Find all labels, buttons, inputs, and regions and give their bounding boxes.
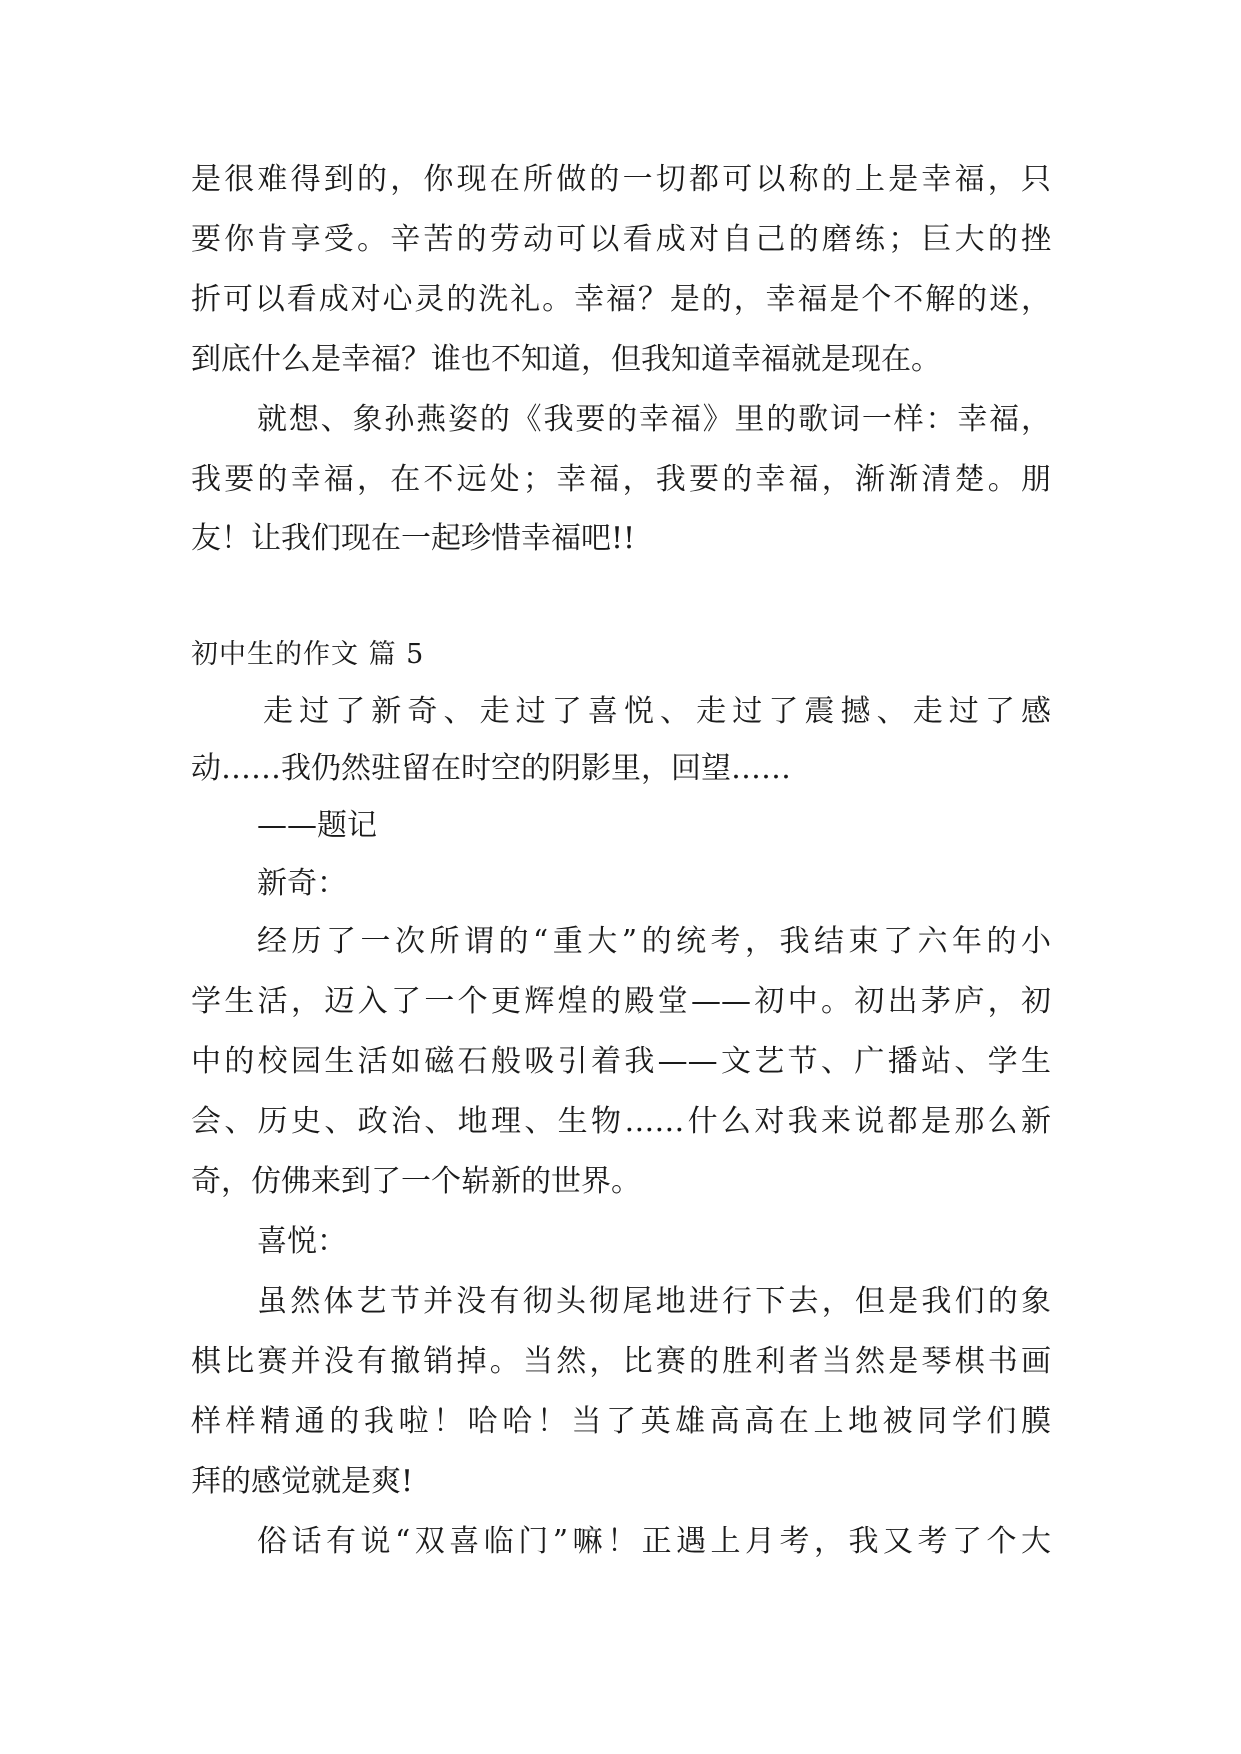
paragraph-line: 折可以看成对心灵的洗礼。幸福？是的，幸福是个不解的迷，: [191, 282, 1051, 317]
paragraph-line: 要你肯享受。辛苦的劳动可以看成对自己的磨练；巨大的挫: [191, 222, 1051, 257]
paragraph-line: 俗话有说“双喜临门”嘛！正遇上月考，我又考了个大: [257, 1524, 1051, 1559]
paragraph-line: 样样精通的我啦！哈哈！当了英雄高高在上地被同学们膜: [191, 1404, 1051, 1439]
paragraph-line: 友！让我们现在一起珍惜幸福吧!!: [191, 521, 636, 556]
paragraph-line: 棋比赛并没有撤销掉。当然，比赛的胜利者当然是琴棋书画: [191, 1344, 1051, 1379]
subheading: 喜悦：: [257, 1224, 347, 1259]
paragraph-line: 是很难得到的，你现在所做的一切都可以称的上是幸福，只: [191, 162, 1051, 197]
paragraph-line: 会、历史、政治、地理、生物……什么对我来说都是那么新: [191, 1104, 1051, 1139]
paragraph-line: 就想、象孙燕姿的《我要的幸福》里的歌词一样：幸福，: [257, 402, 1051, 437]
paragraph-line: 走过了新奇、走过了喜悦、走过了震撼、走过了感: [263, 694, 1051, 729]
paragraph-line: 奇，仿佛来到了一个崭新的世界。: [191, 1164, 641, 1199]
paragraph-line: 虽然体艺节并没有彻头彻尾地进行下去，但是我们的象: [257, 1284, 1051, 1319]
subheading: 新奇：: [257, 866, 347, 901]
paragraph-line: 到底什么是幸福？谁也不知道，但我知道幸福就是现在。: [191, 342, 941, 377]
paragraph-line: 拜的感觉就是爽!: [191, 1464, 414, 1499]
paragraph-line: 学生活，迈入了一个更辉煌的殿堂——初中。初出茅庐，初: [191, 984, 1051, 1019]
paragraph-line: 中的校园生活如磁石般吸引着我——文艺节、广播站、学生: [191, 1044, 1051, 1079]
epigraph-signature: ——题记: [257, 808, 377, 843]
paragraph-line: 动……我仍然驻留在时空的阴影里，回望……: [191, 751, 791, 786]
paragraph-line: 我要的幸福，在不远处；幸福，我要的幸福，渐渐清楚。朋: [191, 462, 1051, 497]
paragraph-line: 经历了一次所谓的“重大”的统考，我结束了六年的小: [257, 924, 1051, 959]
section-title: 初中生的作文 篇 5: [191, 639, 425, 670]
